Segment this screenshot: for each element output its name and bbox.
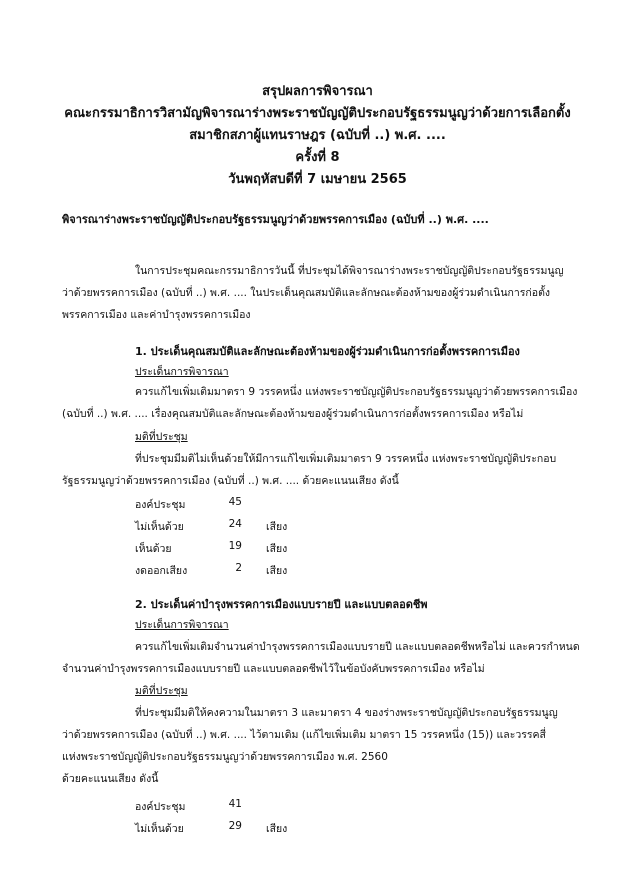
section-2-heading: 2. ประเด็นค่าบำรุงพรรคการเมืองแบบรายปี และแบบตลอดชีพ bbox=[135, 598, 428, 611]
vote-unit: เสียง bbox=[266, 823, 288, 835]
vote-unit: เสียง bbox=[266, 565, 288, 577]
title-line-2: คณะกรรมาธิการวิสามัญพิจารณาร่างพระราชบัญญัติประกอบรัฐธรรมนูญว่าด้วยการเลือกตั้ง bbox=[64, 106, 571, 121]
vote-label: เห็นด้วย bbox=[135, 543, 172, 555]
section-2-resolution-line-2: ว่าด้วยพรรคการเมือง (ฉบับที่ ..) พ.ศ. .... ไว้ตามเดิม (แก้ไขเพิ่มเติม มาตรา 15 วรรคหนึ่ง (15)) และวรรคสี่ bbox=[62, 729, 546, 741]
subject-line: พิจารณาร่างพระราชบัญญัติประกอบรัฐธรรมนูญว่าด้วยพรรคการเมือง (ฉบับที่ ..) พ.ศ. .... bbox=[62, 213, 489, 226]
section-1-issue-line-2: (ฉบับที่ ..) พ.ศ. .... เรื่องคุณสมบัติและลักษณะต้องห้ามของผู้ร่วมดำเนินการก่อตั้งพรรคการเมือง หรือไม่ bbox=[62, 408, 524, 420]
vote-label: องค์ประชุม bbox=[135, 499, 186, 511]
vote-label: องค์ประชุม bbox=[135, 801, 186, 813]
vote-value: 41 bbox=[228, 798, 242, 810]
vote-value: 45 bbox=[228, 496, 242, 508]
section-1-issue-line-1: ควรแก้ไขเพิ่มเติมมาตรา 9 วรรคหนึ่ง แห่งพระราชบัญญัติประกอบรัฐธรรมนูญว่าด้วยพรรคการเมือง bbox=[135, 386, 578, 398]
section-2-issue-label: ประเด็นการพิจารณา bbox=[135, 619, 229, 631]
vote-value: 2 bbox=[235, 562, 242, 574]
vote-value: 24 bbox=[228, 518, 242, 530]
section-1-heading: 1. ประเด็นคุณสมบัติและลักษณะต้องห้ามของผู้ร่วมดำเนินการก่อตั้งพรรคการเมือง bbox=[135, 345, 520, 358]
vote-label: ไม่เห็นด้วย bbox=[135, 521, 184, 533]
section-1-resolution-line-2: รัฐธรรมนูญว่าด้วยพรรคการเมือง (ฉบับที่ ..) พ.ศ. .... ด้วยคะแนนเสียง ดังนี้ bbox=[62, 475, 399, 487]
vote-unit: เสียง bbox=[266, 543, 288, 555]
vote-label: ไม่เห็นด้วย bbox=[135, 823, 184, 835]
section-2-resolution-line-3: แห่งพระราชบัญญัติประกอบรัฐธรรมนูญว่าด้วยพรรคการเมือง พ.ศ. 2560 bbox=[62, 751, 388, 763]
section-2-issue-line-1: ควรแก้ไขเพิ่มเติมจำนวนค่าบำรุงพรรคการเมืองแบบรายปี และแบบตลอดชีพหรือไม่ และควรกำหนด bbox=[135, 641, 580, 653]
vote-unit: เสียง bbox=[266, 521, 288, 533]
section-1-issue-label: ประเด็นการพิจารณา bbox=[135, 366, 229, 378]
section-2-resolution-line-4: ด้วยคะแนนเสียง ดังนี้ bbox=[62, 773, 159, 785]
intro-line-3: พรรคการเมือง และค่าบำรุงพรรคการเมือง bbox=[62, 309, 251, 321]
title-line-3: สมาชิกสภาผู้แทนราษฎร (ฉบับที่ ..) พ.ศ. .... bbox=[189, 128, 446, 143]
vote-value: 29 bbox=[228, 820, 242, 832]
section-2-resolution-label: มติที่ประชุม bbox=[135, 685, 188, 697]
title-line-1: สรุปผลการพิจารณา bbox=[262, 84, 373, 99]
intro-line-1: ในการประชุมคณะกรรมาธิการวันนี้ ที่ประชุมได้พิจารณาร่างพระราชบัญญัติประกอบรัฐธรรมนูญ bbox=[135, 265, 564, 277]
meeting-number: ครั้งที่ 8 bbox=[295, 150, 340, 165]
intro-line-2: ว่าด้วยพรรคการเมือง (ฉบับที่ ..) พ.ศ. .... ในประเด็นคุณสมบัติและลักษณะต้องห้ามของผู้ร่วมดำเนินการก่อตั้ง bbox=[62, 287, 551, 299]
section-1-resolution-line-1: ที่ประชุมมีมติไม่เห็นด้วยให้มีการแก้ไขเพิ่มเติมมาตรา 9 วรรคหนึ่ง แห่งพระราชบัญญัติประกอบ bbox=[135, 453, 557, 465]
vote-value: 19 bbox=[228, 540, 242, 552]
section-2-resolution-line-1: ที่ประชุมมีมติให้คงความในมาตรา 3 และมาตรา 4 ของร่างพระราชบัญญัติประกอบรัฐธรรมนูญ bbox=[135, 707, 558, 719]
section-1-resolution-label: มติที่ประชุม bbox=[135, 431, 188, 443]
section-2-issue-line-2: จำนวนค่าบำรุงพรรคการเมืองแบบรายปี และแบบตลอดชีพไว้ในข้อบังคับพรรคการเมือง หรือไม่ bbox=[62, 663, 485, 675]
meeting-date: วันพฤหัสบดีที่ 7 เมษายน 2565 bbox=[228, 172, 407, 187]
vote-label: งดออกเสียง bbox=[135, 565, 188, 577]
